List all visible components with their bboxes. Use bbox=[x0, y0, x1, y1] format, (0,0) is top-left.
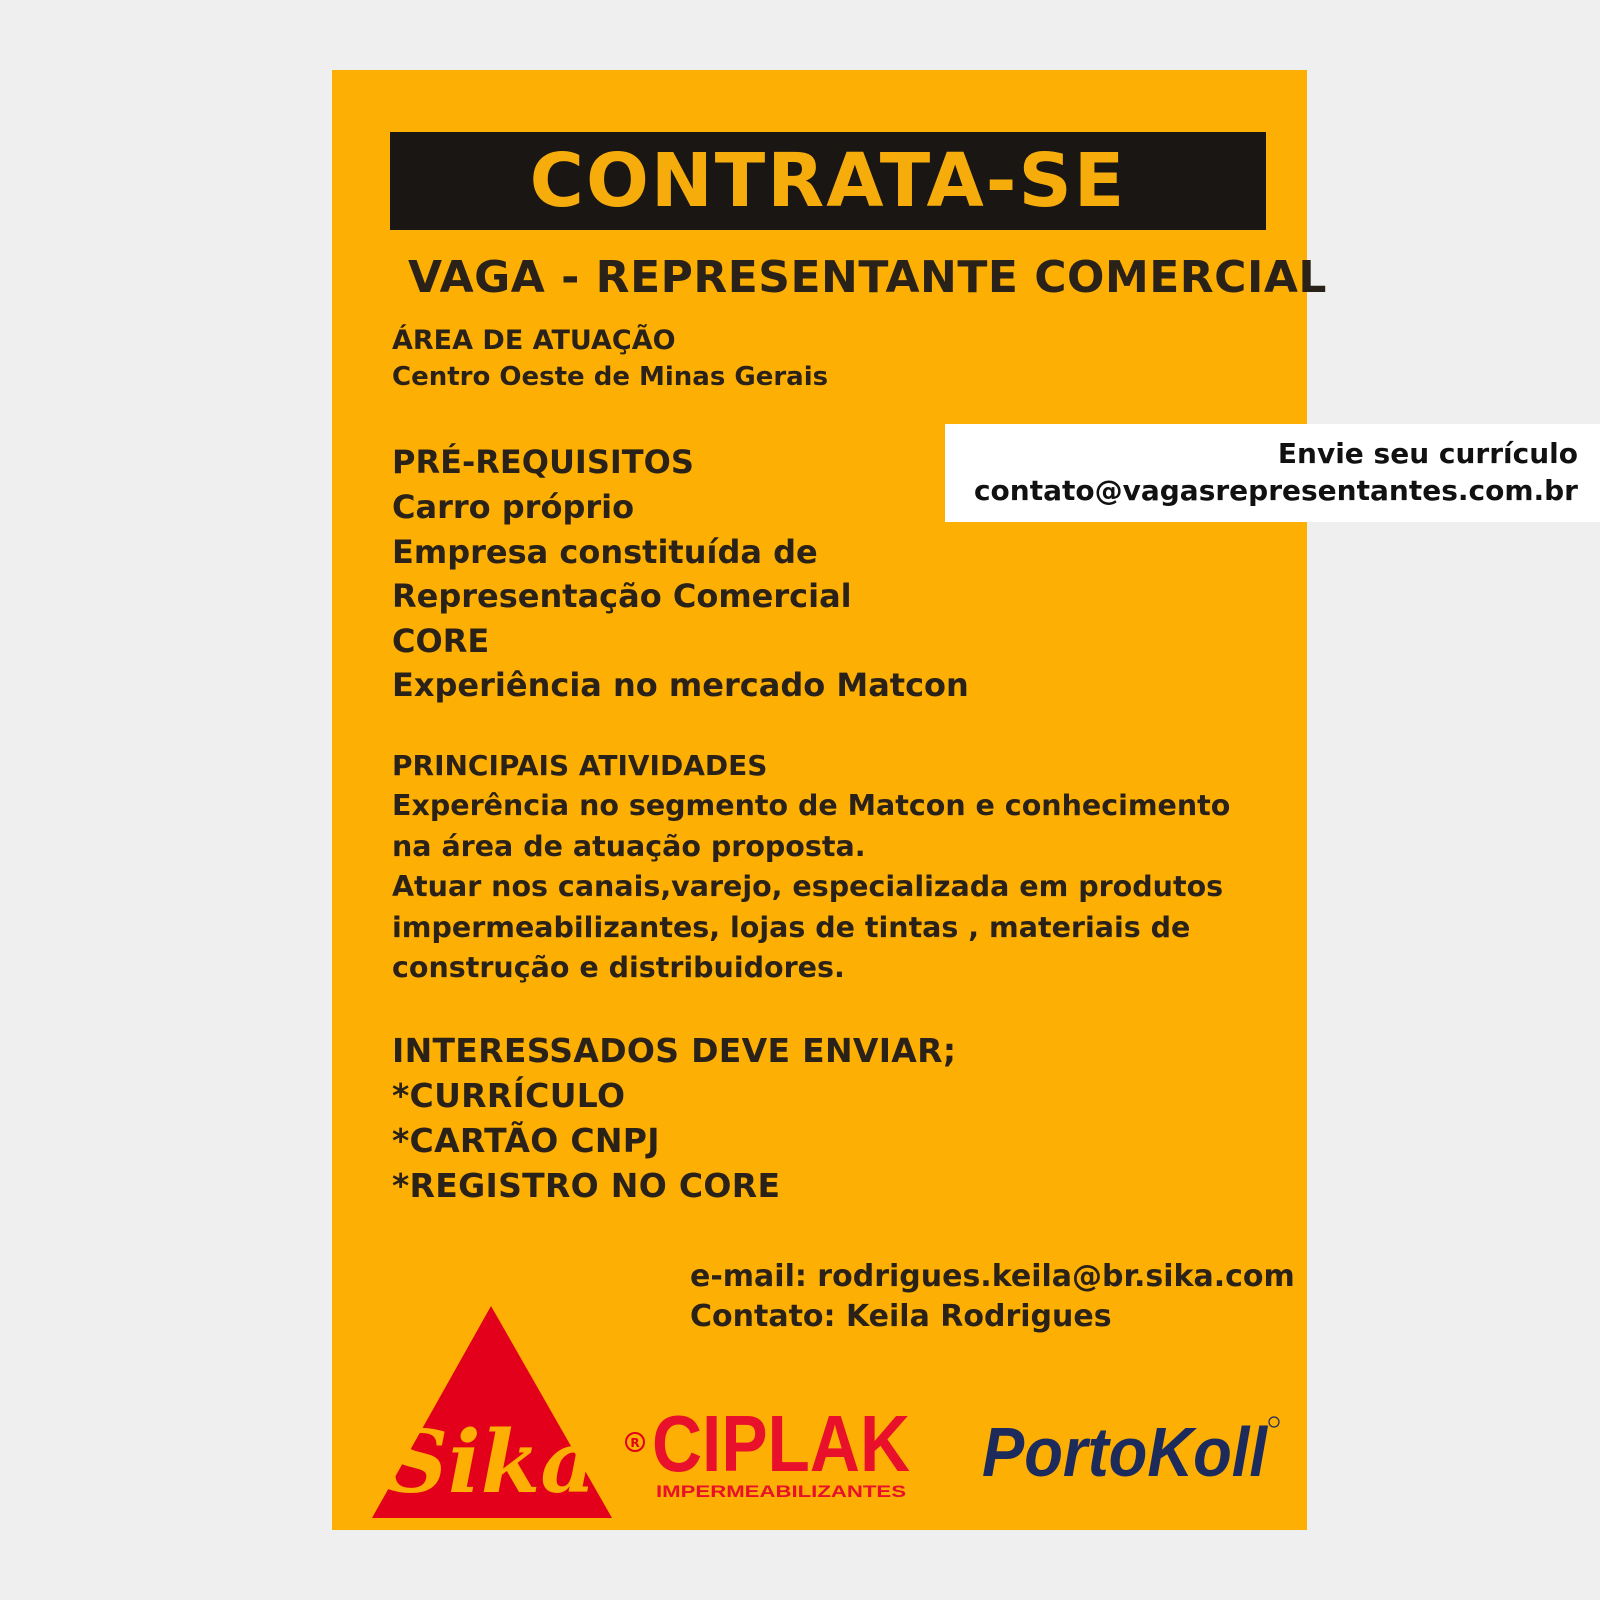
activity-line: Experência no segmento de Matcon e conhecimento bbox=[392, 789, 1231, 822]
contact-person: Contato: Keila Rodrigues bbox=[690, 1299, 1112, 1334]
area-value: Centro Oeste de Minas Gerais bbox=[392, 362, 829, 392]
required-document: *CARTÃO CNPJ bbox=[392, 1121, 660, 1160]
ciplak-logo bbox=[650, 1405, 912, 1505]
activities-section bbox=[392, 746, 1230, 989]
ciplak-tagline: IMPERMEABILIZANTES bbox=[656, 1482, 906, 1501]
banner-title: CONTRATA-SE bbox=[529, 138, 1127, 224]
contact-block bbox=[690, 1257, 1295, 1337]
activities-heading: PRINCIPAIS ATIVIDADES bbox=[392, 749, 768, 782]
sika-logo bbox=[370, 1302, 650, 1522]
prerequisite-item: Experiência no mercado Matcon bbox=[392, 666, 969, 704]
contact-email[interactable]: e-mail: rodrigues.keila@br.sika.com bbox=[690, 1259, 1295, 1294]
required-document: *REGISTRO NO CORE bbox=[392, 1166, 781, 1205]
activity-line: impermeabilizantes, lojas de tintas , materiais de bbox=[392, 910, 1191, 944]
prerequisites-heading: PRÉ-REQUISITOS bbox=[392, 443, 694, 481]
prerequisite-item: Carro próprio bbox=[392, 488, 635, 526]
job-subtitle: VAGA - REPRESENTANTE COMERCIAL bbox=[408, 252, 1327, 303]
area-heading: ÁREA DE ATUAÇÃO bbox=[392, 325, 676, 356]
cv-callout-title: Envie seu currículo bbox=[1277, 437, 1578, 470]
activity-line: construção e distribuidores. bbox=[392, 951, 845, 984]
interested-section bbox=[392, 1028, 956, 1208]
sika-wordmark: Sika bbox=[385, 1412, 597, 1513]
prerequisite-item: CORE bbox=[392, 621, 490, 660]
cv-callout bbox=[945, 424, 1600, 522]
activity-line: Atuar nos canais,varejo, especializada em produtos bbox=[392, 870, 1224, 903]
svg-text:R: R bbox=[630, 1436, 640, 1450]
required-document: *CURRÍCULO bbox=[392, 1076, 626, 1115]
prerequisite-item: Representação Comercial bbox=[392, 577, 852, 615]
registered-mark-icon bbox=[1269, 1417, 1279, 1427]
area-section bbox=[392, 323, 828, 395]
banner bbox=[390, 132, 1266, 230]
ciplak-wordmark: CIPLAK bbox=[652, 1405, 911, 1488]
portokoll-wordmark: PortoKoll bbox=[982, 1413, 1269, 1491]
portokoll-logo bbox=[982, 1412, 1282, 1492]
cv-callout-email[interactable]: contato@vagasrepresentantes.com.br bbox=[973, 474, 1578, 507]
job-poster bbox=[332, 70, 1327, 1530]
prerequisites-section bbox=[392, 440, 969, 708]
activity-line: na área de atuação proposta. bbox=[392, 829, 866, 863]
prerequisite-item: Empresa constituída de bbox=[392, 532, 818, 571]
interested-heading: INTERESSADOS DEVE ENVIAR; bbox=[392, 1031, 957, 1070]
